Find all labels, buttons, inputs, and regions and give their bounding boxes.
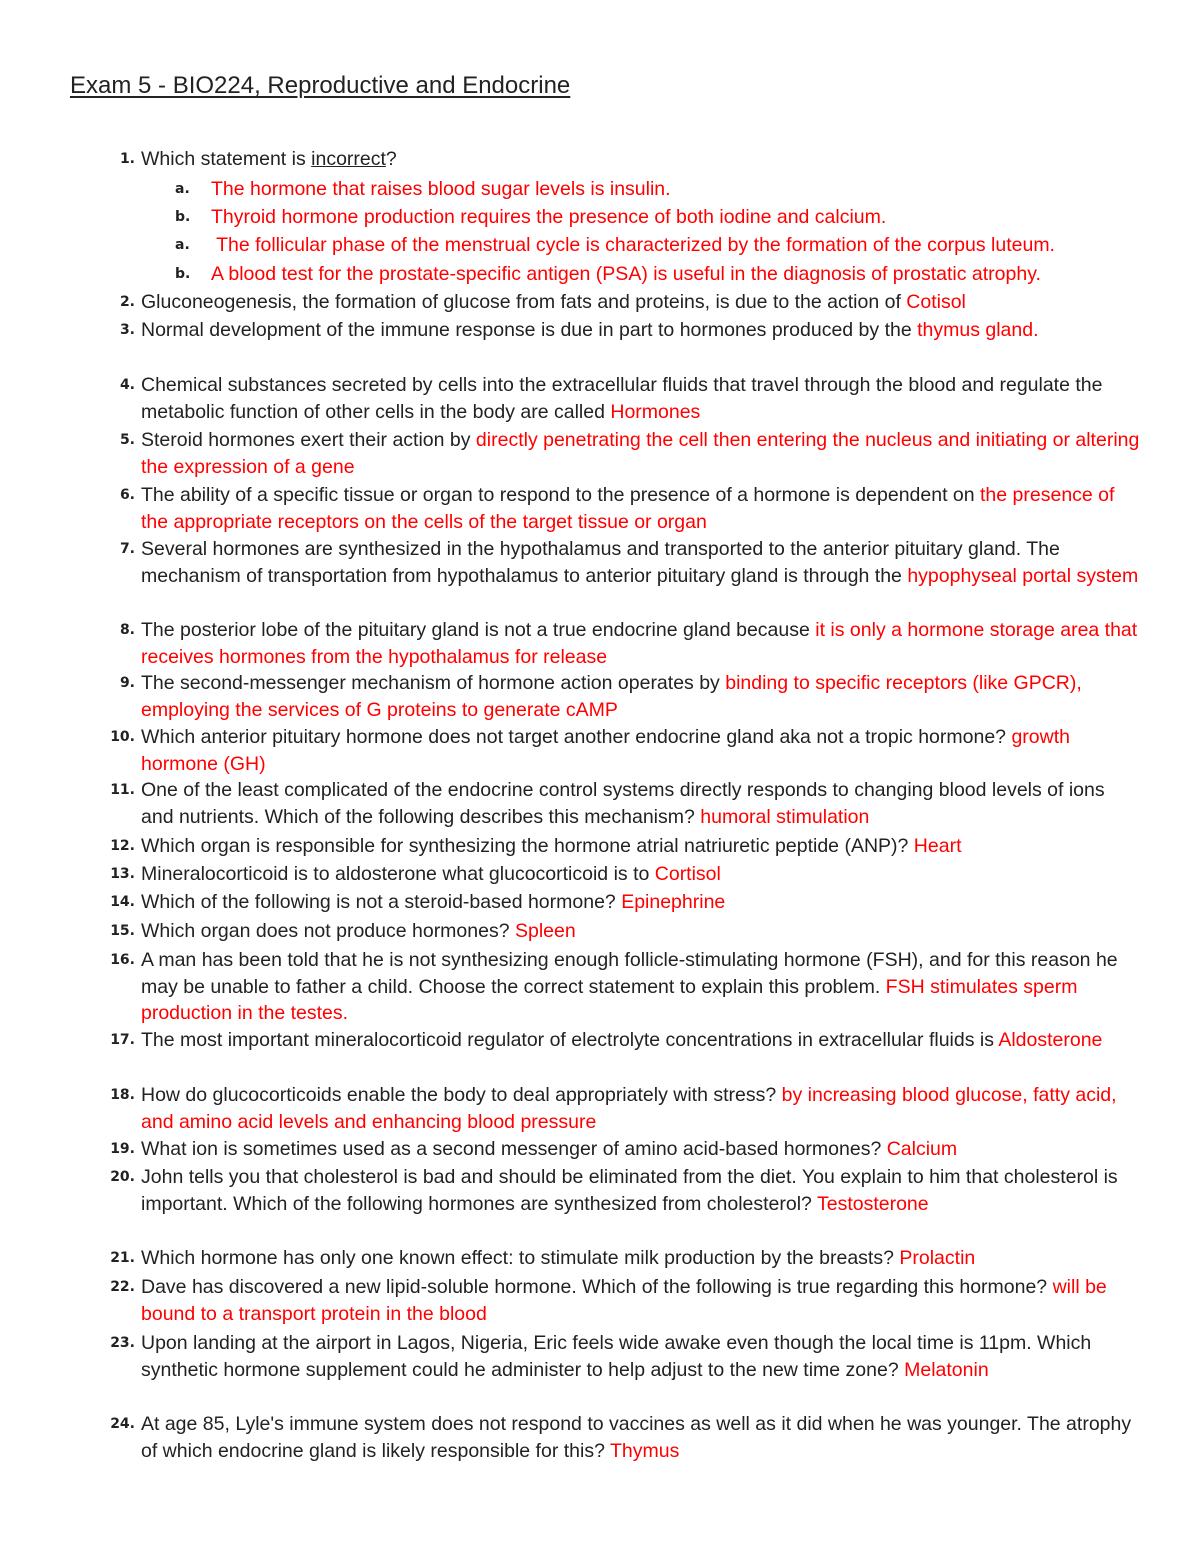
option-letter: b. <box>175 266 191 282</box>
question-number: 13. <box>110 866 135 882</box>
question-number: 9. <box>119 675 135 691</box>
question-21 <box>110 1245 1141 1272</box>
question-number: 14. <box>110 894 135 910</box>
question-text-end: ? <box>385 148 397 170</box>
question-text: Which anterior pituitary hormone does not target another endocrine gland aka not a tropic hormone? <box>141 726 1012 748</box>
answer-text: hypophyseal portal system <box>907 564 1139 587</box>
question-number: 8. <box>119 622 135 638</box>
question-emphasis: incorrect <box>311 148 386 170</box>
question-text: The posterior lobe of the pituitary gland is not a true endocrine gland because <box>141 619 816 641</box>
question-1 <box>119 146 1141 173</box>
option-text: The follicular phase of the menstrual cycle is characterized by the formation of the corpus luteum. <box>211 234 1055 256</box>
option-a2 <box>175 232 1171 259</box>
answer-text: will be bound to a transport protein in the blood <box>141 1276 1107 1325</box>
question-text: A man has been told that he is not synthesizing enough follicle-stimulating hormone (FSH), and for this reason he may be unable to father a child. Choose the correct statement to explain this problem. <box>141 949 1118 998</box>
question-number: 3. <box>119 322 135 338</box>
question-number: 4. <box>119 377 135 393</box>
question-text: At age 85, Lyle's immune system does not respond to vaccines as well as it did when he was younger. The atrophy of which endocrine gland is likely responsible for this? <box>141 1413 1132 1462</box>
page-title: Exam 5 - BIO224, Reproductive and Endocrine <box>70 72 571 99</box>
question-23 <box>110 1330 1141 1383</box>
answer-text: Epinephrine <box>621 891 726 913</box>
question-number: 16. <box>110 952 135 968</box>
answer-text: Spleen <box>514 920 576 942</box>
question-16 <box>110 947 1141 1027</box>
question-number: 5. <box>119 432 135 448</box>
question-number: 12. <box>110 838 135 854</box>
question-7 <box>119 536 1141 589</box>
answer-text: Prolactin <box>899 1247 976 1269</box>
question-text: Which statement is <box>141 148 312 170</box>
question-number: 24. <box>110 1416 135 1432</box>
question-number: 11. <box>110 782 135 798</box>
question-text: John tells you that cholesterol is bad and should be eliminated from the diet. You explain to him that cholesterol is important. Which of the following hormones are synthesized from cholesterol? <box>141 1166 1118 1215</box>
question-4 <box>119 372 1141 425</box>
answer-text: Cortisol <box>654 863 721 885</box>
answer-text: the presence of the appropriate receptors on the cells of the target tissue or organ <box>141 484 1115 533</box>
option-text: The hormone that raises blood sugar levels is insulin. <box>211 178 671 200</box>
question-19 <box>110 1136 1141 1163</box>
question-15 <box>110 918 1141 945</box>
question-13 <box>110 861 1141 888</box>
question-text: Which of the following is not a steroid-based hormone? <box>141 891 622 913</box>
option-a1 <box>175 176 1171 203</box>
question-11 <box>110 777 1141 830</box>
option-b2 <box>175 261 1171 288</box>
answer-text: Thymus <box>609 1439 680 1462</box>
question-number: 19. <box>110 1141 135 1157</box>
question-text: Which organ is responsible for synthesizing the hormone atrial natriuretic peptide (ANP)? <box>141 835 914 857</box>
answer-text: Melatonin <box>904 1358 989 1381</box>
option-letter: a. <box>175 181 190 197</box>
question-text: Normal development of the immune response is due in part to hormones produced by the <box>141 319 918 341</box>
question-number: 20. <box>110 1169 135 1185</box>
answer-text: directly penetrating the cell then entering the nucleus and initiating or altering the expression of a gene <box>141 429 1140 478</box>
answer-text: by increasing blood glucose, fatty acid, and amino acid levels and enhancing blood pressure <box>141 1084 1117 1133</box>
question-10 <box>110 724 1141 777</box>
question-number: 22. <box>110 1279 135 1295</box>
question-18 <box>110 1082 1141 1135</box>
question-text: Upon landing at the airport in Lagos, Nigeria, Eric feels wide awake even though the local time is 11pm. Which synthetic hormone supplement could he administer to help adjust to the new time zone? <box>141 1332 1092 1381</box>
question-text: The most important mineralocorticoid regulator of electrolyte concentrations in extracellular fluids is <box>141 1029 999 1051</box>
answer-text: thymus gland. <box>917 319 1039 341</box>
question-8 <box>119 617 1141 670</box>
question-number: 6. <box>119 487 135 503</box>
question-number: 2. <box>119 294 135 310</box>
option-text: Thyroid hormone production requires the presence of both iodine and calcium. <box>211 206 887 228</box>
question-text: Chemical substances secreted by cells into the extracellular fluids that travel through the blood and regulate the metabolic function of other cells in the body are called <box>141 374 1103 423</box>
question-number: 10. <box>110 729 135 745</box>
question-text: Gluconeogenesis, the formation of glucose from fats and proteins, is due to the action of <box>141 291 907 313</box>
question-9 <box>119 670 1141 723</box>
answer-text: Testosterone <box>816 1192 929 1215</box>
question-17 <box>110 1027 1141 1054</box>
answer-text: growth hormone (GH) <box>141 726 1070 775</box>
question-14 <box>110 889 1141 916</box>
question-text: Which organ does not produce hormones? <box>141 920 515 942</box>
option-text: A blood test for the prostate-specific antigen (PSA) is useful in the diagnosis of prostatic atrophy. <box>211 263 1041 285</box>
question-22 <box>110 1274 1141 1327</box>
question-text: How do glucocorticoids enable the body to deal appropriately with stress? <box>141 1084 782 1106</box>
question-text: The ability of a specific tissue or organ to respond to the presence of a hormone is dependent on <box>141 484 981 506</box>
question-text: The second-messenger mechanism of hormone action operates by <box>141 672 726 694</box>
question-text: One of the least complicated of the endocrine control systems directly responds to changing blood levels of ions and nutrients. Which of the following describes this mechanism? <box>141 779 1105 828</box>
question-3 <box>119 317 1141 344</box>
question-number: 7. <box>119 541 135 557</box>
question-number: 23. <box>110 1335 135 1351</box>
question-number: 21. <box>110 1250 135 1266</box>
question-24 <box>110 1411 1141 1464</box>
question-20 <box>110 1164 1141 1217</box>
question-6 <box>119 482 1141 535</box>
question-number: 15. <box>110 923 135 939</box>
question-number: 18. <box>110 1087 135 1103</box>
option-letter: b. <box>175 209 191 225</box>
option-b1 <box>175 204 1171 231</box>
option-letter: a. <box>175 237 190 253</box>
question-12 <box>110 833 1141 860</box>
question-text: What ion is sometimes used as a second messenger of amino acid-based hormones? <box>141 1138 887 1160</box>
question-text: Dave has discovered a new lipid-soluble hormone. Which of the following is true regarding this hormone? <box>141 1276 1053 1298</box>
question-2 <box>119 289 1141 316</box>
answer-text: humoral stimulation <box>700 805 870 828</box>
answer-text: Aldosterone <box>998 1029 1103 1051</box>
question-text: Several hormones are synthesized in the hypothalamus and transported to the anterior pituitary gland. The mechanism of transportation from hypothalamus to anterior pituitary gland is through the <box>141 538 1060 587</box>
answer-text: it is only a hormone storage area that receives hormones from the hypothalamus for release <box>141 619 1138 668</box>
answer-text: Cotisol <box>906 291 966 313</box>
question-text: Mineralocorticoid is to aldosterone what glucocorticoid is to <box>141 863 655 885</box>
question-text: Steroid hormones exert their action by <box>141 429 476 451</box>
question-number: 17. <box>110 1032 135 1048</box>
answer-text: binding to specific receptors (like GPCR), employing the services of G proteins to generate cAMP <box>141 672 1082 721</box>
question-text: Which hormone has only one known effect: to stimulate milk production by the breasts? <box>141 1247 900 1269</box>
answer-text: Calcium <box>886 1138 958 1160</box>
answer-text: Heart <box>913 835 962 857</box>
answer-text: FSH stimulates sperm production in the testes. <box>141 975 1078 1024</box>
answer-text: Hormones <box>610 400 701 423</box>
question-number: 1. <box>119 151 135 167</box>
question-5 <box>119 427 1141 480</box>
